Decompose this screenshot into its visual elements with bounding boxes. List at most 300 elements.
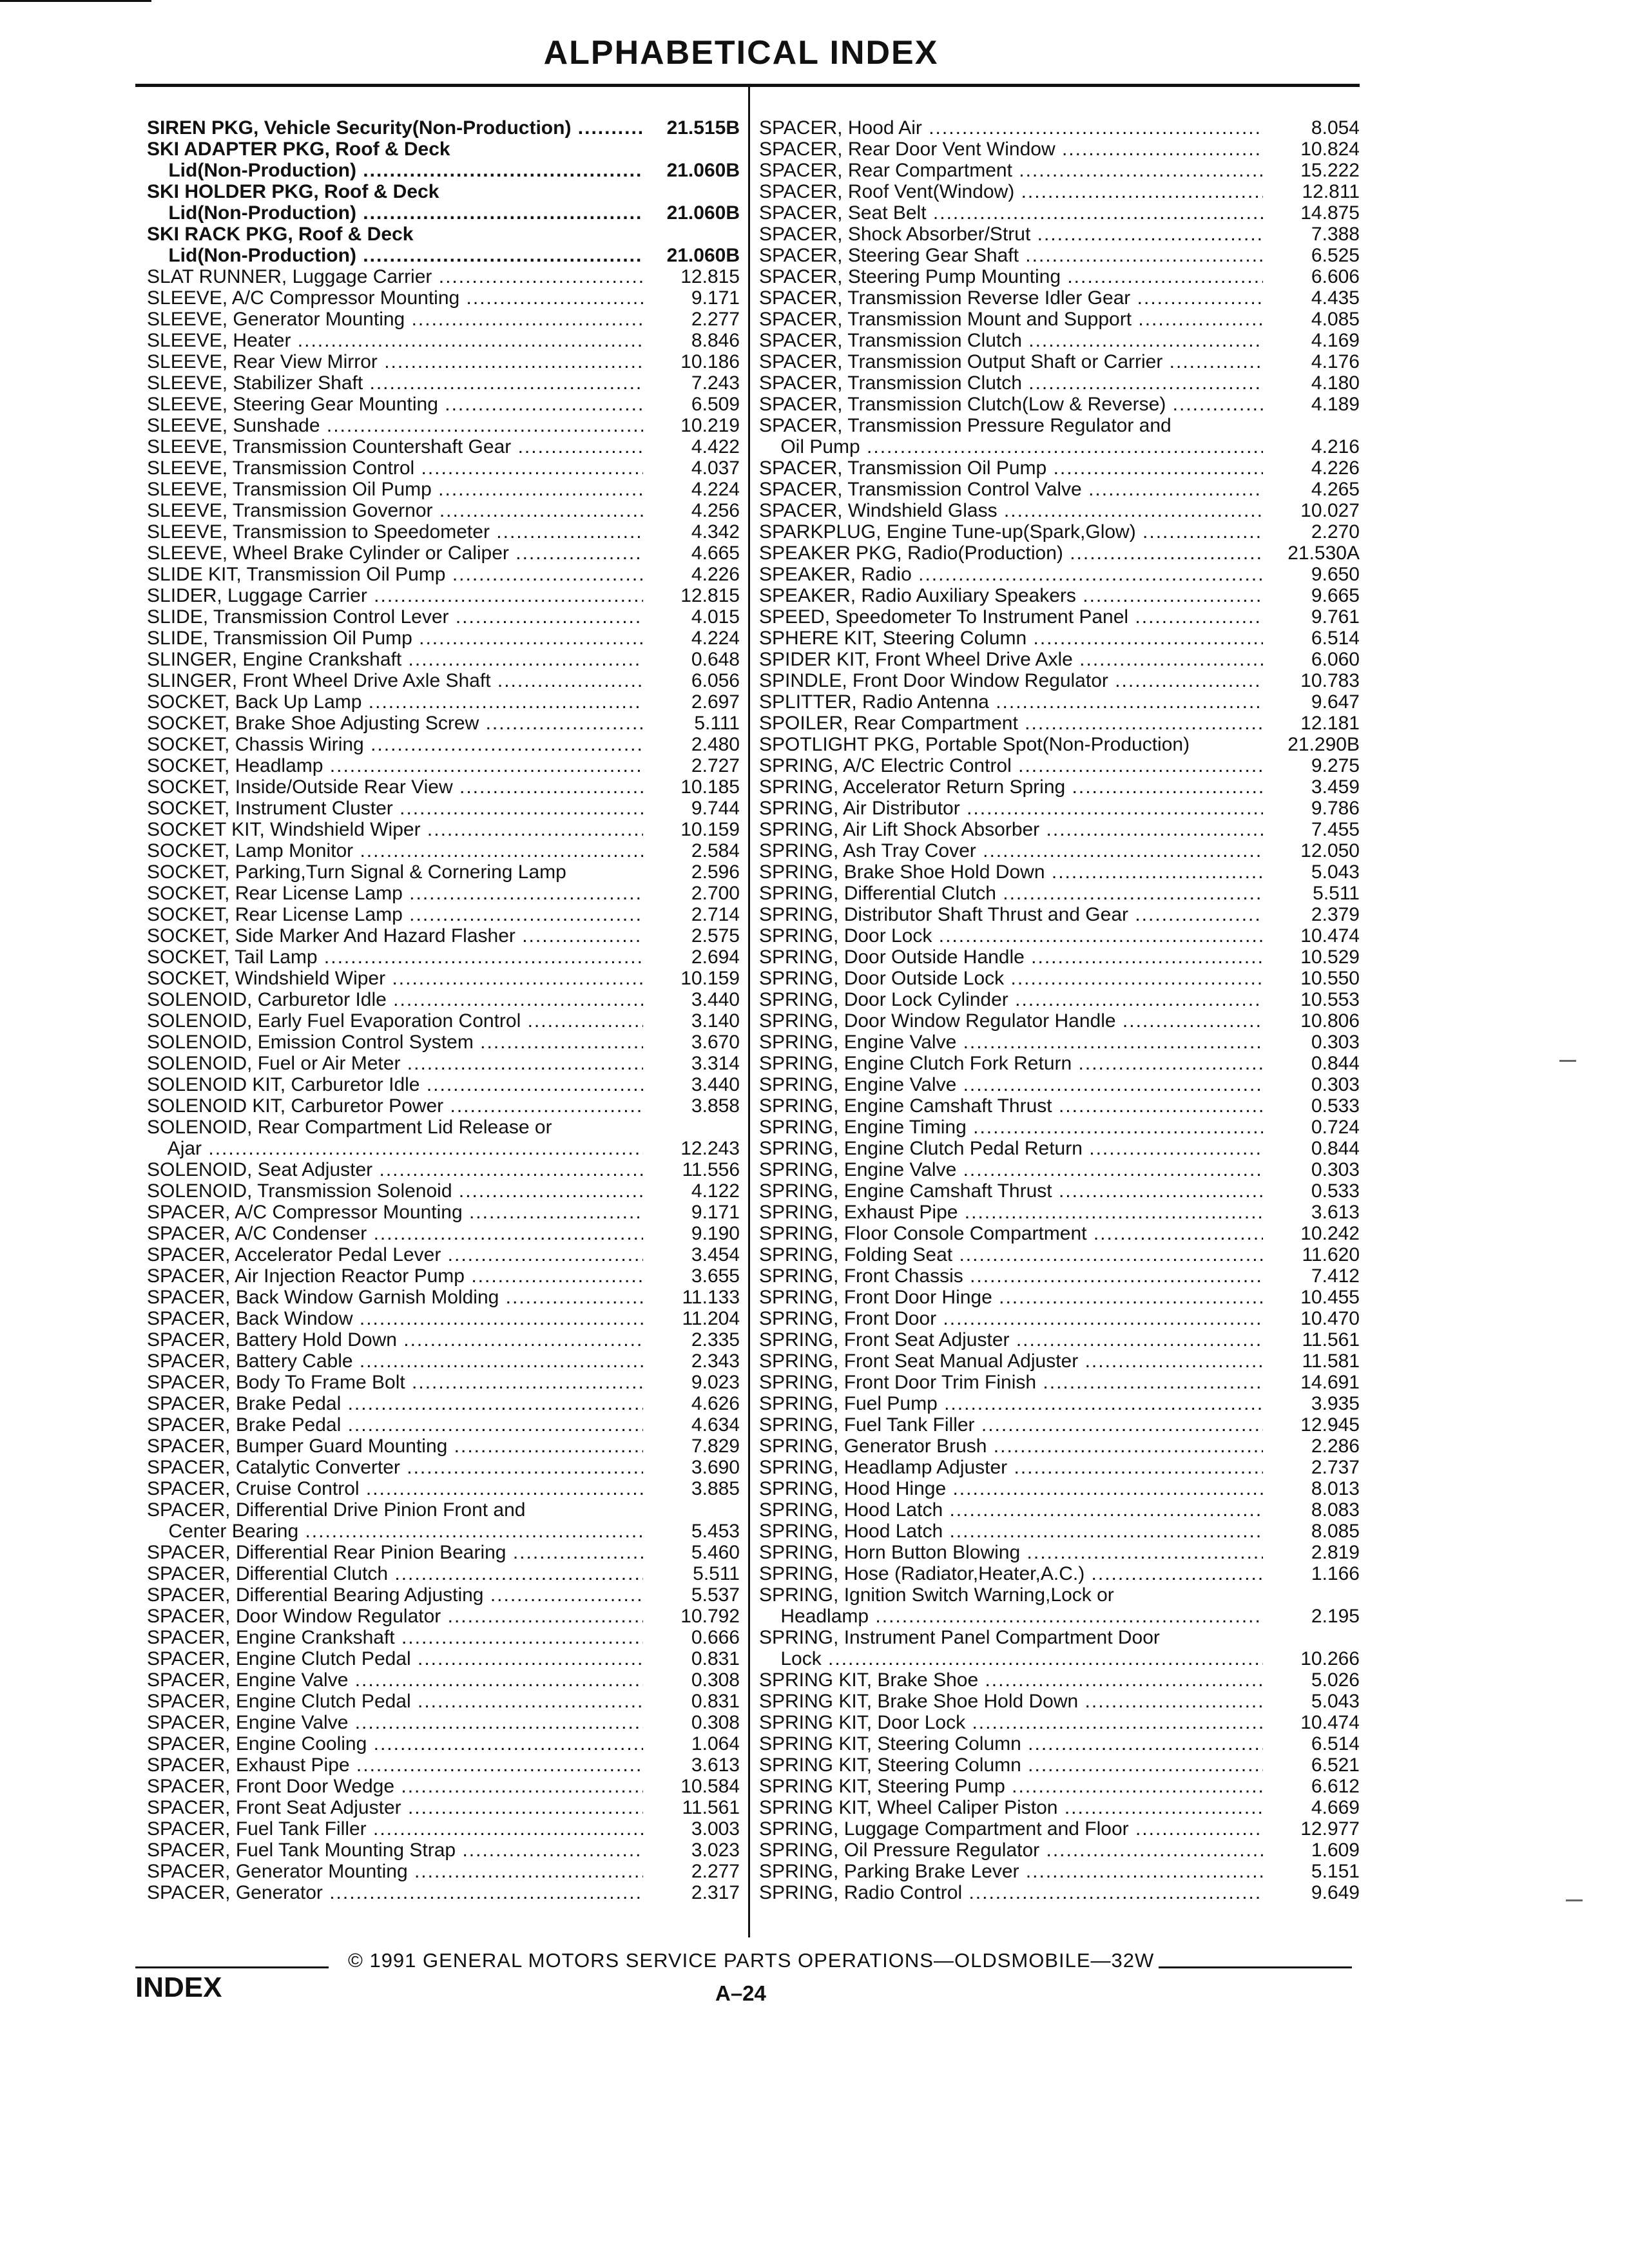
- entry-label: Lid(Non-Production) .....: [147, 245, 643, 266]
- index-entry: [759, 1797, 1360, 1818]
- entry-label: SPACER, Exhaust Pipe .....: [147, 1754, 643, 1776]
- entry-page-ref: 0.303: [1311, 1032, 1360, 1053]
- entry-page-ref: 9.171: [691, 1202, 740, 1223]
- entry-page-ref: 3.613: [691, 1754, 740, 1776]
- footer-section-label: INDEX: [135, 1972, 222, 2003]
- index-entry: [147, 457, 740, 479]
- index-entry: [759, 861, 1360, 883]
- entry-label: SLEEVE, Generator Mounting .....: [147, 309, 643, 330]
- index-entry: SPACER, Transmission Pressure Regulator and: [759, 415, 1171, 436]
- entry-page-ref: 0.308: [691, 1669, 740, 1691]
- index-entry: [759, 1393, 1360, 1414]
- entry-page-ref: 4.626: [691, 1393, 740, 1414]
- index-entry: [147, 1521, 740, 1542]
- entry-page-ref: 5.151: [1311, 1861, 1360, 1882]
- entry-page-ref: 6.521: [1311, 1754, 1360, 1776]
- index-entry: [147, 351, 740, 372]
- index-entry: [759, 734, 1360, 755]
- entry-page-ref: 3.023: [691, 1840, 740, 1861]
- entry-page-ref: 11.581: [1302, 1350, 1360, 1372]
- entry-page-ref: 10.584: [680, 1776, 740, 1797]
- index-entry: [759, 1478, 1360, 1499]
- index-entry: [759, 139, 1360, 160]
- entry-label: SPRING, Door Outside Handle .....: [759, 947, 1263, 968]
- index-entry: [147, 1414, 740, 1436]
- index-entry: [759, 1436, 1360, 1457]
- entry-label: SPEAKER, Radio Auxiliary Speakers .....: [759, 585, 1263, 606]
- index-entry: [759, 224, 1360, 245]
- entry-label: SPACER, Generator Mounting .....: [147, 1861, 643, 1882]
- index-entry: [147, 1606, 740, 1627]
- entry-page-ref: 7.455: [1311, 819, 1360, 840]
- entry-page-ref: 0.308: [691, 1712, 740, 1733]
- index-entry: [147, 1776, 740, 1797]
- entry-page-ref: 3.140: [691, 1010, 740, 1032]
- index-entry: SOLENOID, Rear Compartment Lid Release or: [147, 1117, 552, 1138]
- index-entry: [147, 1754, 740, 1776]
- entry-page-ref: 3.440: [691, 989, 740, 1010]
- index-entry: [147, 1797, 740, 1818]
- entry-label: SOCKET, Parking,Turn Signal & Cornering Lamp: [147, 861, 566, 883]
- entry-label: SPRING, Hood Hinge .....: [759, 1478, 1263, 1499]
- index-entry: [759, 1457, 1360, 1478]
- entry-page-ref: 4.015: [691, 606, 740, 628]
- index-entry: [759, 202, 1360, 224]
- index-entry: SKI RACK PKG, Roof & Deck: [147, 224, 414, 245]
- entry-page-ref: 1.609: [1311, 1840, 1360, 1861]
- entry-page-ref: 2.343: [691, 1350, 740, 1372]
- title-rule: [135, 84, 1360, 87]
- entry-page-ref: 9.190: [691, 1223, 740, 1244]
- index-entry: [759, 394, 1360, 415]
- entry-page-ref: 21.060B: [666, 160, 740, 181]
- entry-page-ref: 10.159: [680, 968, 740, 989]
- entry-label: SPRING, Front Seat Adjuster .....: [759, 1329, 1263, 1350]
- entry-label: SPACER, Accelerator Pedal Lever .....: [147, 1244, 643, 1265]
- index-entry: [759, 1095, 1360, 1117]
- index-entry: [147, 266, 740, 287]
- entry-page-ref: 4.224: [691, 628, 740, 649]
- entry-label: SPACER, Transmission Mount and Support .....: [759, 309, 1263, 330]
- entry-page-ref: 12.815: [680, 266, 740, 287]
- entry-label: SPACER, Front Door Wedge .....: [147, 1776, 643, 1797]
- entry-label: SPACER, Generator .....: [147, 1882, 643, 1903]
- index-entry: [759, 947, 1360, 968]
- index-entry: [147, 585, 740, 606]
- entry-label: SPACER, A/C Condenser .....: [147, 1223, 643, 1244]
- entry-page-ref: 3.314: [691, 1053, 740, 1074]
- entry-page-ref: 7.388: [1311, 224, 1360, 245]
- entry-label: Ajar .....: [147, 1138, 643, 1159]
- entry-label: SPACER, Transmission Clutch .....: [759, 330, 1263, 351]
- entry-label: SLEEVE, A/C Compressor Mounting .....: [147, 287, 643, 309]
- entry-label: SPRING, Brake Shoe Hold Down .....: [759, 861, 1263, 883]
- index-entry: [147, 415, 740, 436]
- entry-label: SPACER, Engine Valve .....: [147, 1712, 643, 1733]
- entry-label: SPACER, Catalytic Converter .....: [147, 1457, 643, 1478]
- entry-label: SPRING, Engine Clutch Fork Return .....: [759, 1053, 1263, 1074]
- index-entry: [759, 1308, 1360, 1329]
- entry-label: Center Bearing .....: [147, 1521, 643, 1542]
- entry-page-ref: 6.514: [1311, 1733, 1360, 1754]
- entry-page-ref: 4.085: [1311, 309, 1360, 330]
- entry-label: SLEEVE, Wheel Brake Cylinder or Caliper .....: [147, 543, 643, 564]
- index-entry: [759, 245, 1360, 266]
- index-entry: [147, 1265, 740, 1287]
- entry-page-ref: 14.875: [1300, 202, 1360, 224]
- entry-label: SPACER, Transmission Clutch(Low & Reverse) .....: [759, 394, 1263, 415]
- entry-label: SLEEVE, Transmission Governor .....: [147, 500, 643, 521]
- index-entry: [759, 266, 1360, 287]
- entry-label: SLEEVE, Heater .....: [147, 330, 643, 351]
- entry-page-ref: 21.515B: [666, 117, 740, 139]
- index-entry: [147, 117, 740, 139]
- entry-label: SPRING, Engine Camshaft Thrust .....: [759, 1180, 1263, 1202]
- entry-label: SOLENOID, Seat Adjuster .....: [147, 1159, 643, 1180]
- entry-label: Lid(Non-Production) .....: [147, 160, 643, 181]
- entry-label: SPRING KIT, Steering Column .....: [759, 1754, 1263, 1776]
- index-entry: [759, 628, 1360, 649]
- index-entry: [147, 1542, 740, 1563]
- entry-label: SLAT RUNNER, Luggage Carrier .....: [147, 266, 643, 287]
- entry-label: SPRING, Distributor Shaft Thrust and Gear .....: [759, 904, 1263, 925]
- entry-label: SPACER, Door Window Regulator .....: [147, 1606, 643, 1627]
- entry-page-ref: 12.181: [1300, 713, 1360, 734]
- entry-label: SPRING, Fuel Pump .....: [759, 1393, 1263, 1414]
- entry-label: SPACER, Back Window .....: [147, 1308, 643, 1329]
- entry-page-ref: 4.180: [1311, 372, 1360, 394]
- index-entry: [759, 1414, 1360, 1436]
- index-entry: [147, 1436, 740, 1457]
- entry-page-ref: 0.666: [691, 1627, 740, 1648]
- index-entry: [759, 1244, 1360, 1265]
- entry-label: Oil Pump .....: [759, 436, 1263, 457]
- corner-rule: [0, 0, 151, 2]
- entry-page-ref: 2.700: [691, 883, 740, 904]
- index-entry: [147, 245, 740, 266]
- entry-label: SOCKET, Headlamp .....: [147, 755, 643, 776]
- index-entry: [147, 543, 740, 564]
- entry-page-ref: 12.243: [680, 1138, 740, 1159]
- entry-page-ref: 3.440: [691, 1074, 740, 1095]
- entry-page-ref: 6.606: [1311, 266, 1360, 287]
- entry-label: SPRING, Hose (Radiator,Heater,A.C.) .....: [759, 1563, 1263, 1584]
- entry-page-ref: 3.670: [691, 1032, 740, 1053]
- entry-page-ref: 5.511: [693, 1563, 740, 1584]
- entry-label: SPRING KIT, Door Lock .....: [759, 1712, 1263, 1733]
- entry-page-ref: 9.786: [1311, 798, 1360, 819]
- entry-page-ref: 10.186: [680, 351, 740, 372]
- entry-label: SOCKET, Instrument Cluster .....: [147, 798, 643, 819]
- entry-page-ref: 4.342: [691, 521, 740, 543]
- index-entry: [759, 649, 1360, 670]
- entry-label: SPACER, Windshield Glass .....: [759, 500, 1263, 521]
- footer-rule-right: [1159, 1966, 1352, 1968]
- entry-page-ref: 4.216: [1311, 436, 1360, 457]
- entry-page-ref: 4.669: [1311, 1797, 1360, 1818]
- index-entry: [759, 585, 1360, 606]
- entry-label: SPACER, Fuel Tank Filler .....: [147, 1818, 643, 1840]
- entry-label: SPRING, Fuel Tank Filler .....: [759, 1414, 1263, 1436]
- index-entry: [147, 883, 740, 904]
- index-entry: SPACER, Differential Drive Pinion Front and: [147, 1499, 526, 1521]
- right-index-column: [759, 117, 1360, 1903]
- entry-page-ref: 0.831: [691, 1648, 740, 1669]
- index-entry: [147, 776, 740, 798]
- entry-label: SPRING, Air Distributor .....: [759, 798, 1263, 819]
- entry-page-ref: 9.275: [1311, 755, 1360, 776]
- entry-page-ref: 2.286: [1311, 1436, 1360, 1457]
- entry-label: SPACER, Rear Compartment .....: [759, 160, 1263, 181]
- entry-label: SLEEVE, Stabilizer Shaft .....: [147, 372, 643, 394]
- index-entry: [759, 989, 1360, 1010]
- entry-page-ref: 2.737: [1311, 1457, 1360, 1478]
- entry-page-ref: 2.596: [691, 861, 740, 883]
- index-entry: [759, 1138, 1360, 1159]
- entry-page-ref: 4.189: [1311, 394, 1360, 415]
- entry-label: SPACER, Transmission Clutch .....: [759, 372, 1263, 394]
- entry-label: SLIDER, Luggage Carrier .....: [147, 585, 643, 606]
- entry-page-ref: 4.226: [1311, 457, 1360, 479]
- entry-page-ref: 21.530A: [1287, 543, 1360, 564]
- index-entry: [759, 776, 1360, 798]
- entry-label: SPRING KIT, Steering Column .....: [759, 1733, 1263, 1754]
- entry-label: SOCKET, Side Marker And Hazard Flasher .....: [147, 925, 643, 947]
- entry-page-ref: 4.226: [691, 564, 740, 585]
- entry-label: SPRING, Oil Pressure Regulator .....: [759, 1840, 1263, 1861]
- entry-page-ref: 9.665: [1311, 585, 1360, 606]
- entry-page-ref: 11.133: [682, 1287, 740, 1308]
- index-entry: [147, 861, 740, 883]
- index-entry: [147, 1074, 740, 1095]
- entry-label: SPACER, Engine Valve .....: [147, 1669, 643, 1691]
- entry-page-ref: 2.317: [691, 1882, 740, 1903]
- entry-label: SPRING, Ash Tray Cover .....: [759, 840, 1263, 861]
- index-entry: [147, 1223, 740, 1244]
- index-entry: [759, 1032, 1360, 1053]
- entry-label: SLINGER, Front Wheel Drive Axle Shaft .....: [147, 670, 643, 691]
- entry-page-ref: 3.655: [691, 1265, 740, 1287]
- index-entry: [147, 1393, 740, 1414]
- left-index-column: [147, 117, 740, 1903]
- index-entry: [147, 372, 740, 394]
- index-entry: [759, 1053, 1360, 1074]
- entry-label: SLEEVE, Rear View Mirror .....: [147, 351, 643, 372]
- entry-page-ref: 6.525: [1311, 245, 1360, 266]
- entry-page-ref: 4.665: [691, 543, 740, 564]
- entry-page-ref: 6.060: [1311, 649, 1360, 670]
- entry-page-ref: 5.453: [691, 1521, 740, 1542]
- entry-page-ref: 12.811: [1302, 181, 1360, 202]
- entry-label: SPRING, Front Chassis .....: [759, 1265, 1263, 1287]
- entry-label: SPACER, Back Window Garnish Molding .....: [147, 1287, 643, 1308]
- index-entry: [759, 521, 1360, 543]
- entry-page-ref: 2.277: [691, 309, 740, 330]
- index-entry: SKI ADAPTER PKG, Roof & Deck: [147, 139, 450, 160]
- entry-page-ref: 10.783: [1300, 670, 1360, 691]
- entry-label: SOCKET, Rear License Lamp .....: [147, 904, 643, 925]
- entry-label: SPRING, Engine Valve .....: [759, 1159, 1263, 1180]
- index-entry: [759, 457, 1360, 479]
- entry-page-ref: 10.529: [1300, 947, 1360, 968]
- index-entry: [147, 1840, 740, 1861]
- entry-label: SOLENOID, Carburetor Idle .....: [147, 989, 643, 1010]
- index-entry: [147, 436, 740, 457]
- entry-label: SPACER, Engine Crankshaft .....: [147, 1627, 643, 1648]
- entry-label: SPRING, Door Window Regulator Handle .....: [759, 1010, 1263, 1032]
- index-entry: [759, 819, 1360, 840]
- entry-page-ref: 0.844: [1311, 1053, 1360, 1074]
- entry-page-ref: 3.003: [691, 1818, 740, 1840]
- entry-label: SPRING KIT, Brake Shoe Hold Down .....: [759, 1691, 1263, 1712]
- index-entry: [759, 1861, 1360, 1882]
- entry-page-ref: 6.509: [691, 394, 740, 415]
- entry-page-ref: 11.620: [1302, 1244, 1360, 1265]
- entry-page-ref: 10.185: [680, 776, 740, 798]
- entry-page-ref: 2.694: [691, 947, 740, 968]
- index-entry: [147, 755, 740, 776]
- entry-label: SPHERE KIT, Steering Column .....: [759, 628, 1263, 649]
- entry-label: SPLITTER, Radio Antenna .....: [759, 691, 1263, 713]
- index-entry: [147, 968, 740, 989]
- index-entry: [147, 1202, 740, 1223]
- entry-label: SPRING, Headlamp Adjuster .....: [759, 1457, 1263, 1478]
- entry-label: SPRING, Engine Valve .....: [759, 1032, 1263, 1053]
- index-entry: [759, 1521, 1360, 1542]
- entry-label: SPACER, Transmission Reverse Idler Gear .....: [759, 287, 1263, 309]
- page-number: A–24: [715, 1981, 766, 2005]
- entry-page-ref: 4.122: [691, 1180, 740, 1202]
- index-entry: [759, 1818, 1360, 1840]
- entry-page-ref: 12.050: [1300, 840, 1360, 861]
- entry-page-ref: 10.553: [1300, 989, 1360, 1010]
- entry-page-ref: 9.650: [1311, 564, 1360, 585]
- index-entry: SPRING, Ignition Switch Warning,Lock or: [759, 1584, 1114, 1606]
- entry-label: SPRING, Engine Clutch Pedal Return .....: [759, 1138, 1263, 1159]
- entry-label: SPACER, Engine Clutch Pedal .....: [147, 1691, 643, 1712]
- index-entry: [759, 1882, 1360, 1903]
- entry-page-ref: 3.885: [691, 1478, 740, 1499]
- entry-label: SOLENOID, Fuel or Air Meter .....: [147, 1053, 643, 1074]
- entry-label: SPRING KIT, Wheel Caliper Piston .....: [759, 1797, 1263, 1818]
- entry-label: SLEEVE, Steering Gear Mounting .....: [147, 394, 643, 415]
- entry-label: SPACER, Differential Bearing Adjusting .....: [147, 1584, 643, 1606]
- entry-page-ref: 5.111: [694, 713, 740, 734]
- index-entry: [147, 479, 740, 500]
- entry-page-ref: 12.945: [1300, 1414, 1360, 1436]
- column-divider: [748, 85, 750, 1937]
- index-entry: [147, 798, 740, 819]
- entry-label: SPIDER KIT, Front Wheel Drive Axle .....: [759, 649, 1263, 670]
- index-entry: [759, 543, 1360, 564]
- entry-label: SLEEVE, Transmission Countershaft Gear .....: [147, 436, 643, 457]
- entry-label: SPRING, Front Seat Manual Adjuster .....: [759, 1350, 1263, 1372]
- index-entry: [759, 968, 1360, 989]
- index-entry: [147, 1287, 740, 1308]
- index-entry: [147, 500, 740, 521]
- entry-label: SPACER, Front Seat Adjuster .....: [147, 1797, 643, 1818]
- entry-page-ref: 0.724: [1311, 1117, 1360, 1138]
- entry-page-ref: 10.219: [680, 415, 740, 436]
- entry-label: Lid(Non-Production) .....: [147, 202, 643, 224]
- entry-page-ref: 21.290B: [1287, 734, 1360, 755]
- index-entry: [759, 1372, 1360, 1393]
- footer-rule-left: [135, 1966, 329, 1968]
- entry-page-ref: 2.575: [691, 925, 740, 947]
- entry-page-ref: 4.422: [691, 436, 740, 457]
- index-entry: [759, 1180, 1360, 1202]
- entry-label: SPACER, Rear Door Vent Window .....: [759, 139, 1263, 160]
- entry-label: Headlamp .....: [759, 1606, 1263, 1627]
- entry-label: SPOILER, Rear Compartment .....: [759, 713, 1263, 734]
- entry-page-ref: 9.649: [1311, 1882, 1360, 1903]
- entry-label: SPRING, Front Door Trim Finish .....: [759, 1372, 1263, 1393]
- entry-page-ref: 4.256: [691, 500, 740, 521]
- index-entry: [147, 1478, 740, 1499]
- entry-page-ref: 2.480: [691, 734, 740, 755]
- entry-label: SPRING, Front Door Hinge .....: [759, 1287, 1263, 1308]
- index-entry: [759, 181, 1360, 202]
- entry-label: SPRING KIT, Brake Shoe .....: [759, 1669, 1263, 1691]
- index-entry: [759, 436, 1360, 457]
- entry-label: SOLENOID, Emission Control System .....: [147, 1032, 643, 1053]
- entry-page-ref: 7.829: [691, 1436, 740, 1457]
- index-entry: [759, 160, 1360, 181]
- entry-label: SPACER, Fuel Tank Mounting Strap .....: [147, 1840, 643, 1861]
- entry-label: SOLENOID, Transmission Solenoid .....: [147, 1180, 643, 1202]
- entry-label: SPEAKER, Radio .....: [759, 564, 1263, 585]
- entry-page-ref: 11.556: [682, 1159, 740, 1180]
- index-entry: [147, 521, 740, 543]
- entry-label: SOCKET, Chassis Wiring .....: [147, 734, 643, 755]
- entry-page-ref: 2.697: [691, 691, 740, 713]
- index-entry: [147, 309, 740, 330]
- footer-copyright: © 1991 GENERAL MOTORS SERVICE PARTS OPERATIONS—OLDSMOBILE—32W: [348, 1949, 1155, 1972]
- index-entry: [147, 160, 740, 181]
- entry-label: SPRING, Floor Console Compartment .....: [759, 1223, 1263, 1244]
- index-entry: [759, 1117, 1360, 1138]
- entry-label: SPACER, Shock Absorber/Strut .....: [759, 224, 1263, 245]
- entry-label: SPRING, Horn Button Blowing .....: [759, 1542, 1263, 1563]
- index-entry: [147, 1053, 740, 1074]
- entry-label: SPEAKER PKG, Radio(Production) .....: [759, 543, 1263, 564]
- index-entry: SPRING, Instrument Panel Compartment Door: [759, 1627, 1160, 1648]
- entry-page-ref: 5.460: [691, 1542, 740, 1563]
- entry-page-ref: 11.561: [1302, 1329, 1360, 1350]
- entry-page-ref: 8.013: [1311, 1478, 1360, 1499]
- entry-label: SPACER, Transmission Output Shaft or Carrier .....: [759, 351, 1263, 372]
- index-entry: [147, 1329, 740, 1350]
- index-entry: [147, 202, 740, 224]
- index-entry: [759, 309, 1360, 330]
- entry-label: SOCKET, Back Up Lamp .....: [147, 691, 643, 713]
- entry-label: SPRING, Engine Valve .....: [759, 1074, 1263, 1095]
- entry-label: SLIDE, Transmission Control Lever .....: [147, 606, 643, 628]
- index-entry: [759, 1733, 1360, 1754]
- index-entry: [147, 628, 740, 649]
- index-entry: [759, 1329, 1360, 1350]
- index-entry: [147, 1691, 740, 1712]
- entry-label: SOCKET KIT, Windshield Wiper .....: [147, 819, 643, 840]
- index-entry: [147, 1244, 740, 1265]
- index-entry: [147, 1350, 740, 1372]
- entry-label: SPINDLE, Front Door Window Regulator .....: [759, 670, 1263, 691]
- index-entry: [759, 1350, 1360, 1372]
- index-entry: [759, 1159, 1360, 1180]
- entry-page-ref: 0.533: [1311, 1180, 1360, 1202]
- entry-page-ref: 4.176: [1311, 351, 1360, 372]
- index-entry: [147, 734, 740, 755]
